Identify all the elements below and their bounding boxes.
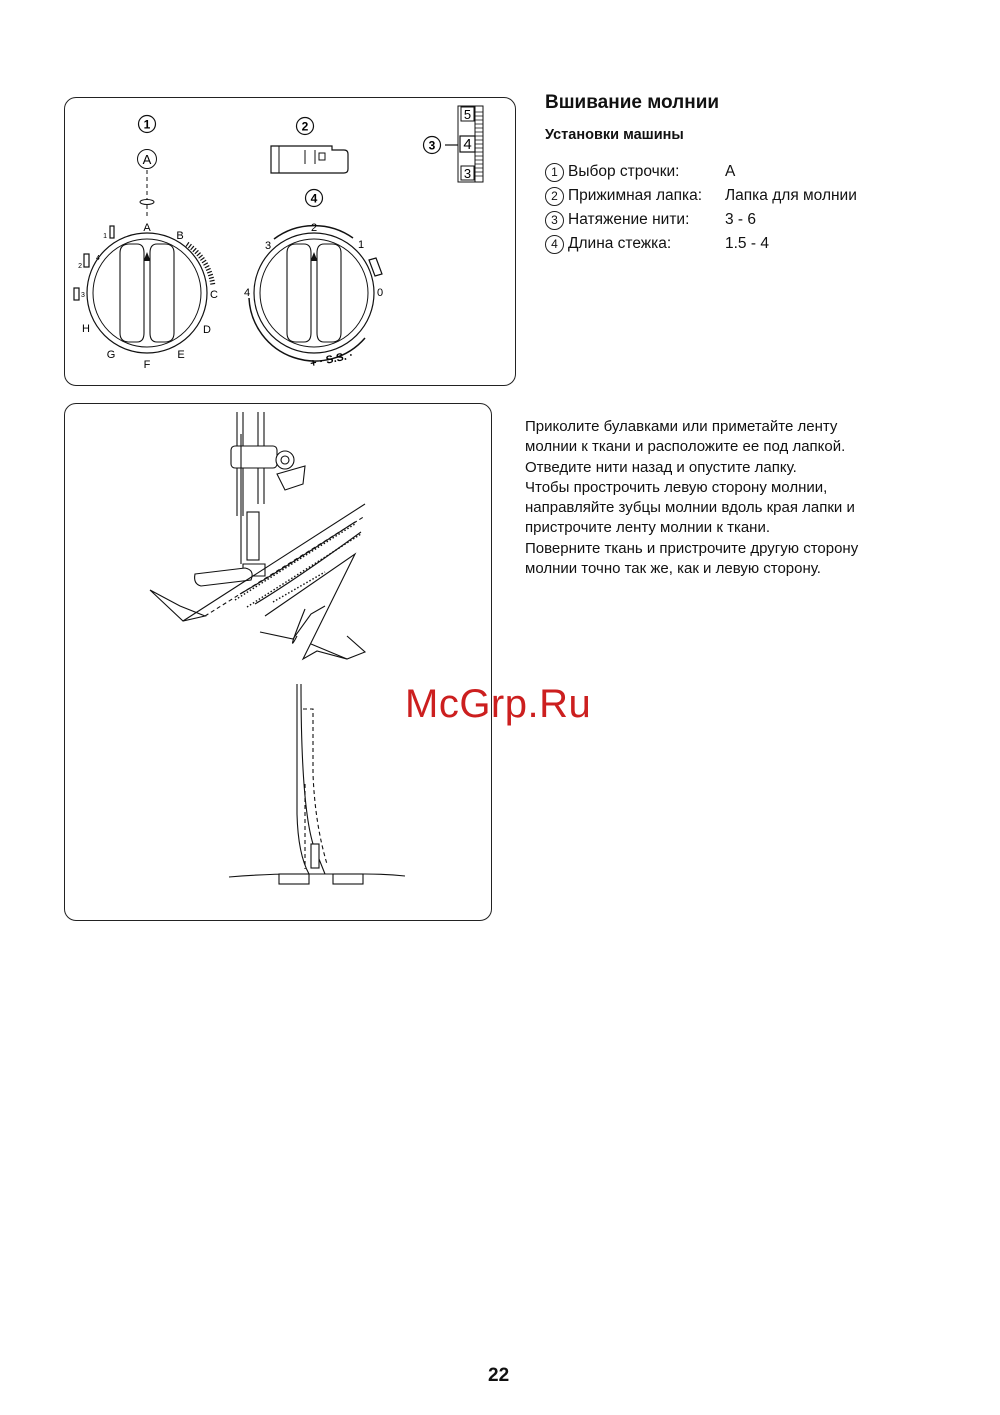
section-subtitle: Установки машины <box>545 127 684 143</box>
setting-value: 1.5 - 4 <box>725 235 769 252</box>
svg-text:F: F <box>143 359 151 371</box>
svg-text:A: A <box>142 152 152 167</box>
setting-value: A <box>725 163 736 180</box>
svg-text:3: 3 <box>428 138 436 153</box>
instruction-line: молнии точно так же, как и левую сторону. <box>525 560 821 578</box>
svg-text:2: 2 <box>310 222 318 234</box>
svg-text:4: 4 <box>96 255 100 262</box>
instruction-line: направляйте зубцы молнии вдоль края лапки и <box>525 499 855 517</box>
svg-text:B: B <box>176 230 184 242</box>
svg-text:5: 5 <box>463 107 472 122</box>
tension-scale <box>458 106 483 182</box>
page-title: Вшивание молнии <box>545 92 720 113</box>
setting-label: Натяжение нити: <box>568 211 690 228</box>
svg-text:4: 4 <box>463 136 472 153</box>
pattern-dial <box>74 222 218 371</box>
setting-number: 1 <box>545 163 564 182</box>
svg-text:3: 3 <box>264 240 272 252</box>
instruction-line: молнии к ткани и расположите ее под лапкой. <box>525 438 846 456</box>
svg-text:D: D <box>203 324 211 336</box>
setting-row-foot <box>545 184 857 208</box>
instruction-line: Поверните ткань и пристрочите другую сторону <box>525 539 859 557</box>
setting-label: Выбор строчки: <box>568 163 680 180</box>
callout-1 <box>139 116 156 133</box>
stitch-length-dial <box>244 222 383 370</box>
zipper-sewing-illustration <box>65 404 491 920</box>
zipper-sewing-illustration-panel <box>64 403 492 921</box>
instruction-line: Приколите булавками или приметайте ленту <box>525 418 838 435</box>
machine-settings-list <box>545 160 857 256</box>
instruction-line: Отведите нити назад и опустите лапку. <box>525 458 797 476</box>
setting-number: 2 <box>545 187 564 206</box>
svg-text:0: 0 <box>376 287 384 299</box>
svg-text:C: C <box>210 289 218 301</box>
settings-diagram <box>65 98 515 385</box>
setting-row-length <box>545 232 857 256</box>
svg-text:1: 1 <box>143 117 151 132</box>
setting-number: 4 <box>545 235 564 254</box>
svg-text:4: 4 <box>243 287 251 299</box>
svg-text:1: 1 <box>103 233 107 240</box>
svg-text:G: G <box>106 349 116 361</box>
svg-text:+ · S.S. ·: + · S.S. · <box>309 349 355 371</box>
svg-text:3: 3 <box>463 166 472 181</box>
setting-value: 3 - 6 <box>725 211 757 228</box>
setting-row-stitch <box>545 160 857 184</box>
setting-label: Длина стежка: <box>568 235 672 252</box>
setting-row-tension <box>545 208 857 232</box>
svg-text:3: 3 <box>81 292 85 299</box>
setting-value: Лапка для молнии <box>725 187 857 204</box>
callout-3 <box>424 137 460 154</box>
svg-text:E: E <box>177 349 185 361</box>
zipper-foot-icon <box>271 146 348 173</box>
svg-text:2: 2 <box>78 263 82 270</box>
instruction-line: Чтобы прострочить левую сторону молнии, <box>525 478 828 496</box>
settings-diagram-panel <box>64 97 516 386</box>
svg-text:4: 4 <box>310 191 318 206</box>
callout-2 <box>297 118 314 135</box>
setting-label: Прижимная лапка: <box>568 187 703 204</box>
setting-number: 3 <box>545 211 564 230</box>
instructions-text <box>525 417 945 579</box>
instruction-line: пристрочите ленту молнии к ткани. <box>525 519 771 537</box>
svg-text:1: 1 <box>357 239 365 251</box>
svg-text:2: 2 <box>301 119 309 134</box>
selected-pattern-indicator <box>138 150 157 217</box>
page-number: 22 <box>488 1365 510 1386</box>
watermark: McGrp.Ru <box>405 682 592 726</box>
callout-4 <box>306 190 323 207</box>
svg-text:A: A <box>143 222 151 234</box>
svg-text:H: H <box>82 323 90 335</box>
